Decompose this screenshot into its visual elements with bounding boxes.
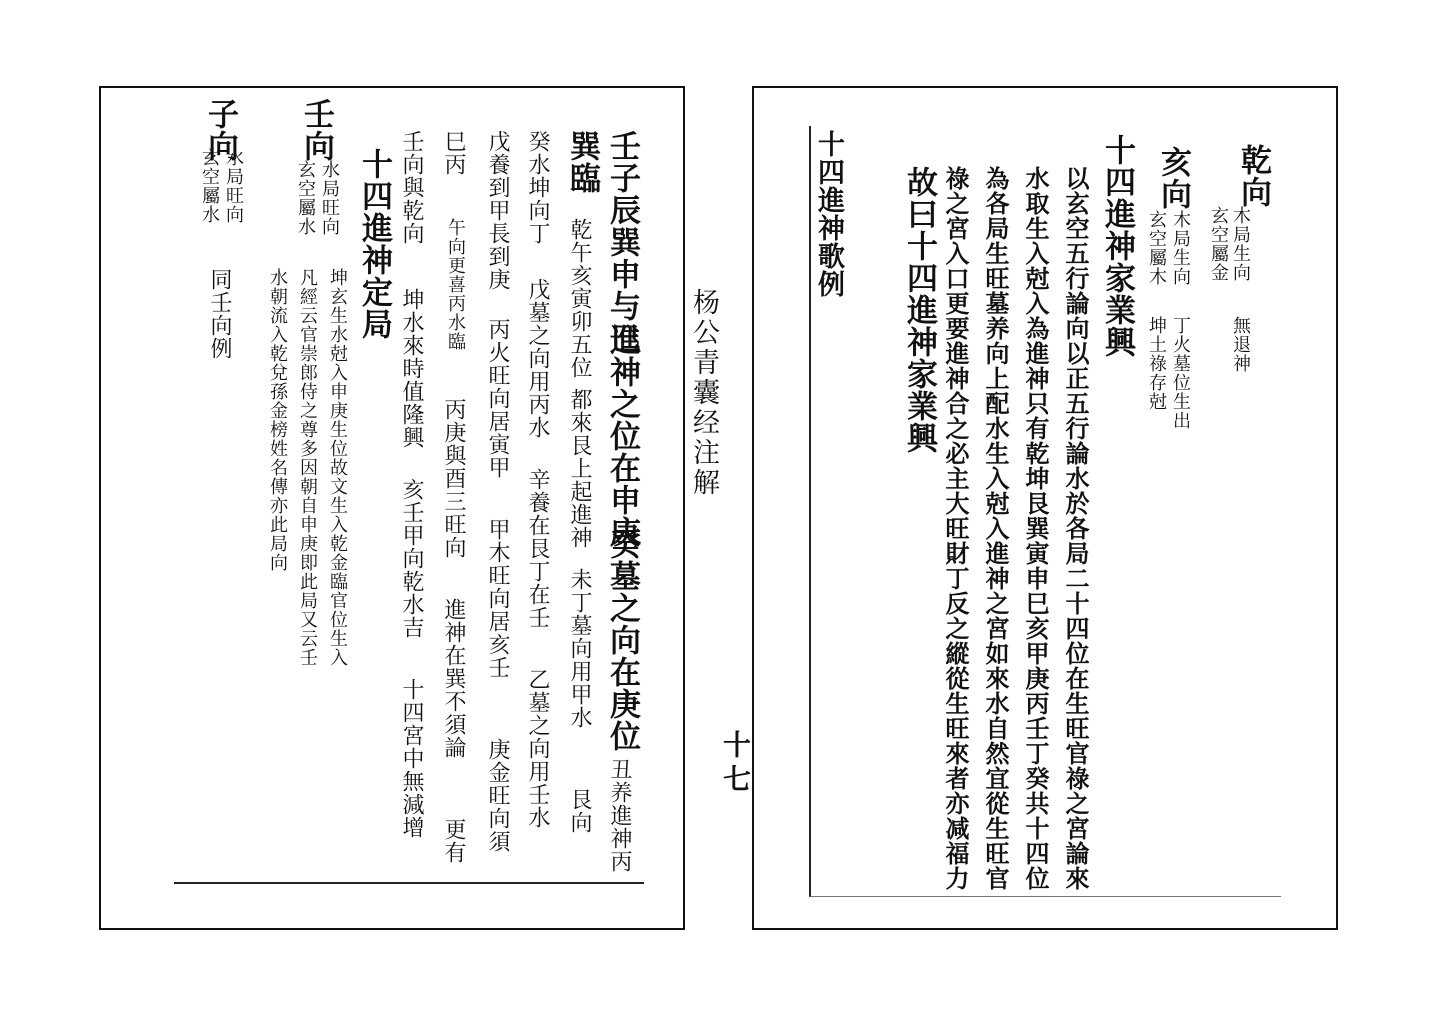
right-page [752, 86, 1338, 930]
right-col-6: 木局生向 [1170, 210, 1191, 286]
right-col-9: 坤土祿存尅 [1146, 316, 1167, 411]
left-col-11: 戊墓之向用丙水 [525, 278, 550, 439]
book-title: 杨公青囊经注解 [688, 288, 719, 498]
right-col-8: 丁火墓位生出 [1170, 316, 1191, 430]
left-col-30: 玄空屬水 [295, 160, 316, 236]
right-col-10: 十四進神家業興 [1099, 134, 1135, 358]
right-col-1: 乾向 [1235, 144, 1271, 208]
right-col-3: 玄空屬金 [1208, 206, 1229, 282]
left-col-14: 戊養到甲長到庚 [485, 130, 510, 291]
left-col-29: 水局旺向 [319, 160, 340, 236]
left-col-28: 壬向 [298, 98, 334, 162]
left-col-37: 同壬向例 [207, 268, 232, 360]
left-col-2: 進神之位在申庚 [604, 324, 640, 548]
left-col-26: 十四宮中無減增 [399, 678, 424, 839]
left-col-10: 癸水坤向丁 [525, 130, 550, 245]
left-col-8: 未丁墓向用甲水 [567, 568, 592, 729]
right-col-14: 祿之宮入口更要進神合之必主大旺財丁反之縱從生旺來者亦减福力 [941, 166, 970, 891]
left-col-31: 坤玄生水尅入申庚生位故文生入乾金臨官位生入 [327, 268, 348, 667]
left-col-16: 甲木旺向居亥壬 [485, 518, 510, 679]
left-col-35: 水局旺向 [223, 148, 244, 224]
right-col-12: 水取生入尅入為進神只有乾坤艮巽寅申巳亥甲庚丙壬丁癸共十四位 [1021, 166, 1050, 891]
left-col-23: 壬向與乾向 [399, 130, 424, 245]
right-col-7: 玄空屬木 [1146, 210, 1167, 286]
left-col-25: 亥壬甲向乾水吉 [399, 478, 424, 639]
left-col-32: 凡經云官崇郎侍之尊多因朝自申庚即此局又云壬 [297, 268, 318, 667]
left-col-27: 十四進神定局 [356, 148, 392, 340]
left-col-22: 更有 [441, 818, 466, 864]
left-col-12: 辛養在艮丁在壬 [525, 468, 550, 629]
right-col-5: 亥向 [1155, 146, 1191, 210]
left-col-3: 癸墓之向在庚位 [604, 528, 640, 752]
left-col-6: 乾午亥寅卯五位 [567, 218, 592, 379]
left-col-15: 丙火旺向居寅甲 [485, 318, 510, 479]
left-col-21: 進神在巽不須論 [441, 598, 466, 759]
left-manuscript-sheet [174, 88, 644, 884]
left-col-24: 坤水來時值隆興 [399, 288, 424, 449]
right-manuscript-sheet [809, 126, 1281, 897]
left-col-33: 水朝流入乾兌孫金榜姓名傳亦此局向 [267, 268, 288, 572]
left-col-5: 巽臨 [564, 130, 600, 194]
right-col-16: 十四進神歌例 [813, 130, 844, 298]
left-col-20: 丙庚與酉三旺向 [441, 398, 466, 559]
right-col-2: 木局生向 [1230, 206, 1251, 282]
left-col-18: 巳丙 [441, 130, 466, 176]
left-col-7: 都來艮上起進神 [567, 388, 592, 549]
right-col-4: 無退神 [1230, 316, 1251, 373]
left-col-4: 丑养進神丙 [607, 758, 632, 873]
left-col-36: 玄空屬水 [199, 148, 220, 224]
left-page [99, 86, 685, 930]
left-col-19: 午向更喜丙水臨 [445, 218, 466, 351]
left-col-13: 乙墓之向用壬水 [525, 668, 550, 829]
left-col-1: 壬子辰巽申与巳 [604, 130, 640, 354]
right-col-13: 為各局生旺墓养向上配水生入尅入進神之宮如來水自然宜從生旺官 [981, 166, 1010, 891]
left-col-17: 庚金旺向須 [485, 738, 510, 853]
left-col-9: 艮向 [567, 788, 592, 834]
left-col-34: 子向 [202, 98, 238, 162]
right-col-15: 故曰十四進神家業興 [901, 166, 937, 454]
page-number: 十七 [719, 730, 752, 798]
right-col-11: 以玄空五行論向以正五行論水於各局二十四位在生旺官祿之宮論來 [1061, 166, 1090, 891]
